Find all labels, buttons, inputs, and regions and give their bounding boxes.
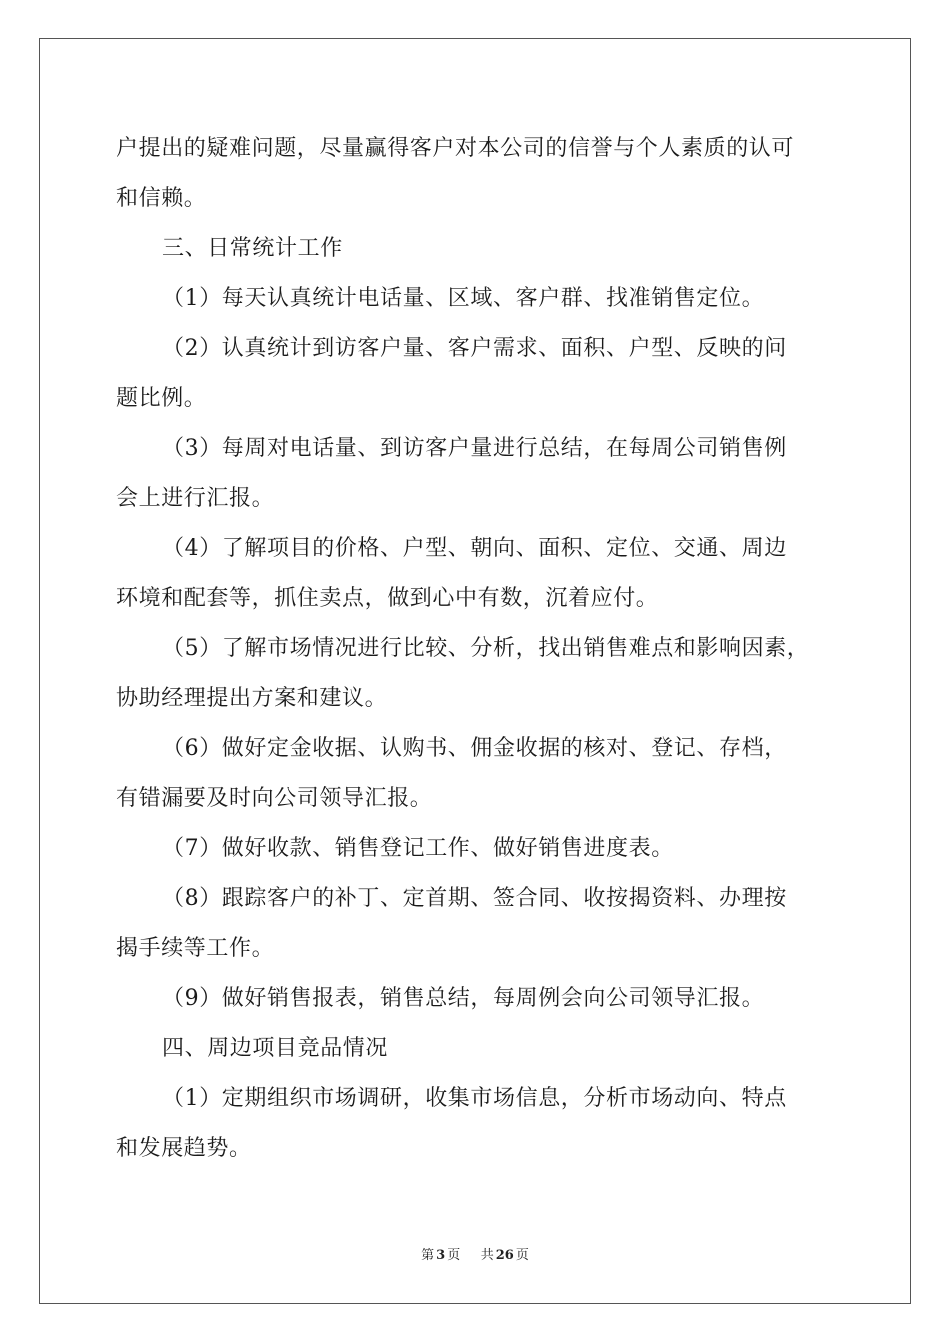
page-suffix: 页	[447, 1248, 461, 1263]
page-footer	[0, 1244, 950, 1263]
text-line: 会上进行汇报。	[116, 486, 275, 511]
text-line: 揭手续等工作。	[116, 936, 275, 961]
text-line: 户提出的疑难问题，尽量赢得客户对本公司的信誉与个人素质的认可	[116, 136, 795, 161]
text-line: 和信赖。	[116, 186, 207, 211]
total-pages: 26	[495, 1248, 514, 1263]
list-item: （6）做好定金收据、认购书、佣金收据的核对、登记、存档，	[162, 736, 787, 761]
total-suffix: 页	[515, 1248, 529, 1263]
list-item: （4）了解项目的价格、户型、朝向、面积、定位、交通、周边	[162, 536, 787, 561]
section-heading: 四、周边项目竞品情况	[162, 1036, 389, 1061]
text-line: 有错漏要及时向公司领导汇报。	[116, 786, 433, 811]
document-body	[116, 124, 836, 1174]
text-line: 环境和配套等，抓住卖点，做到心中有数，沉着应付。	[116, 586, 659, 611]
list-item: （8）跟踪客户的补丁、定首期、签合同、收按揭资料、办理按	[162, 886, 787, 911]
total-prefix: 共	[480, 1248, 494, 1263]
list-item: （5）了解市场情况进行比较、分析，找出销售难点和影响因素，	[162, 636, 810, 661]
list-item: （9）做好销售报表，销售总结，每周例会向公司领导汇报。	[162, 986, 765, 1011]
text-line: 题比例。	[116, 386, 207, 411]
section-heading: 三、日常统计工作	[162, 236, 343, 261]
paragraph-text	[116, 124, 836, 1174]
page-prefix: 第	[421, 1248, 435, 1263]
list-item: （1）定期组织市场调研，收集市场信息，分析市场动向、特点	[162, 1086, 787, 1111]
list-item: （7）做好收款、销售登记工作、做好销售进度表。	[162, 836, 674, 861]
list-item: （1）每天认真统计电话量、区域、客户群、找准销售定位。	[162, 286, 765, 311]
text-line: 协助经理提出方案和建议。	[116, 686, 388, 711]
list-item: （2）认真统计到访客户量、客户需求、面积、户型、反映的问	[162, 336, 787, 361]
list-item: （3）每周对电话量、到访客户量进行总结，在每周公司销售例	[162, 436, 787, 461]
page-number: 3	[436, 1248, 446, 1263]
text-line: 和发展趋势。	[116, 1136, 252, 1161]
